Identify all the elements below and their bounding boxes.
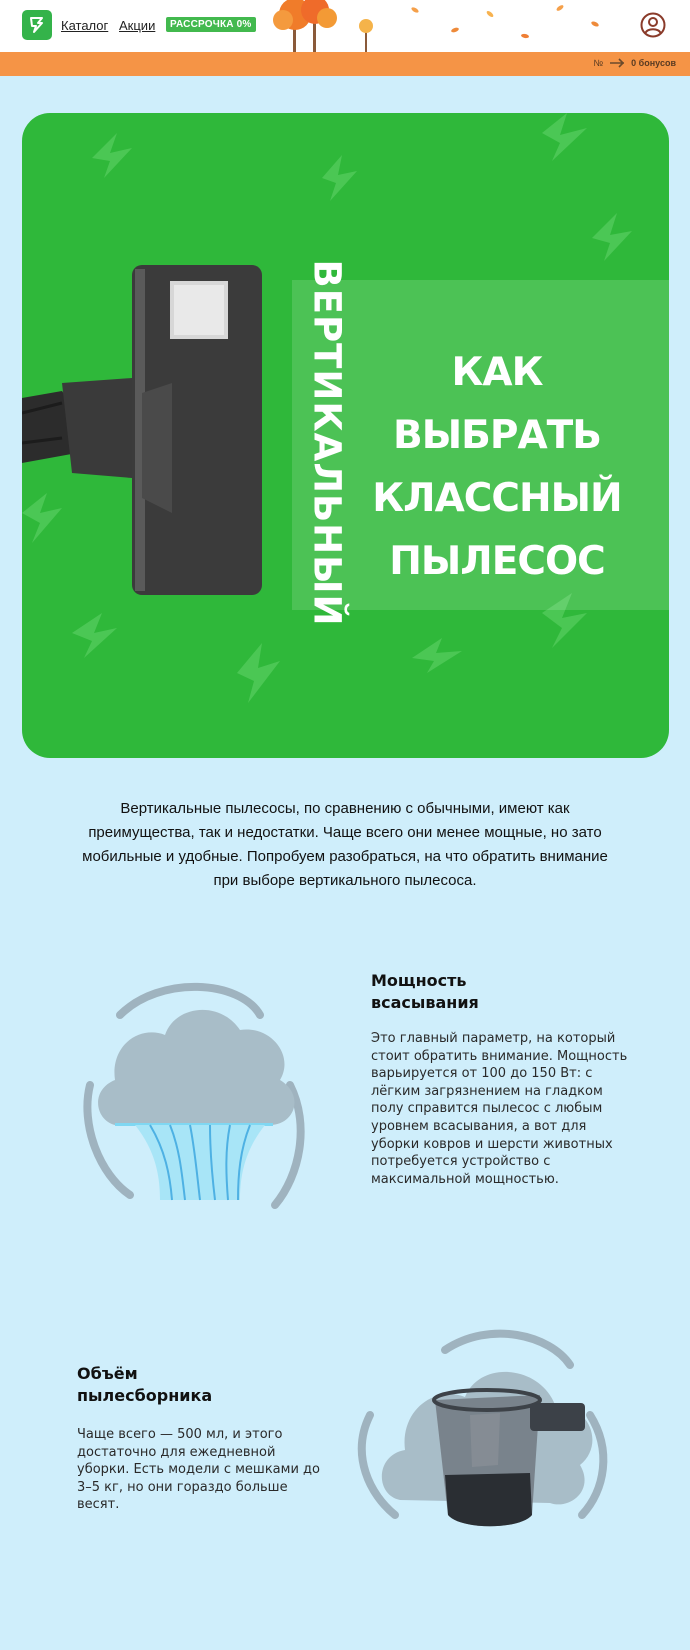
- bonus-count: 0 бонусов: [631, 58, 676, 68]
- falling-leaves-decoration: [395, 0, 615, 52]
- section-text: Чаще всего — 500 мл, и этого достаточно для ежедневной уборки. Есть модели с мешками до 3–5 кг, но они гораздо больше весят.: [77, 1427, 320, 1513]
- top-header: [0, 0, 690, 52]
- hero-banner: [22, 113, 669, 758]
- logo-icon[interactable]: [22, 10, 52, 40]
- bonus-prefix: №: [593, 58, 604, 68]
- account-icon[interactable]: [640, 12, 666, 38]
- autumn-trees-decoration: [255, 0, 395, 52]
- bonus-arrow-icon: [609, 58, 625, 68]
- hero-title-line: КЛАССНЫЙ: [372, 476, 622, 521]
- hero-title-line: КАК ВЫБРАТЬ: [393, 350, 601, 458]
- nav-link-promo[interactable]: Акции: [119, 18, 156, 33]
- bonus-info[interactable]: [594, 58, 676, 68]
- section-title: Объём пылесборника: [77, 1364, 213, 1405]
- bonus-bar: [0, 52, 690, 76]
- intro-paragraph: Вертикальные пылесосы, по сравнению с обычными, имеют как преимущества, так и недостатки. Чаще всего они менее мощные, но зато мобильные и удобные. Попробуем разобраться, на что обратить внимание при выборе вертикального пылесоса.: [82, 800, 608, 889]
- section-title: Мощность всасывания: [371, 971, 479, 1012]
- installment-badge[interactable]: РАССРОЧКА 0%: [166, 17, 256, 32]
- hero-vertical-word: ВЕРТИКАЛЬНЫЙ: [305, 259, 349, 627]
- section-text: Это главный параметр, на который стоит обратить внимание. Мощность варьируется от 100 до 150 Вт: с лёгким загрязнением на гладком полу справится пылесос с любым уровнем всасывания, а вот для уборки ковров и шерсти животных потребуется устройство с максимальной мощностью.: [371, 1031, 628, 1187]
- suction-power-illustration: [60, 975, 330, 1235]
- dust-container-illustration: [350, 1325, 620, 1565]
- hero-title-line: ПЫЛЕСОС: [389, 539, 605, 584]
- nav-link-catalog[interactable]: Каталог: [61, 18, 109, 33]
- hero-title: [342, 341, 652, 593]
